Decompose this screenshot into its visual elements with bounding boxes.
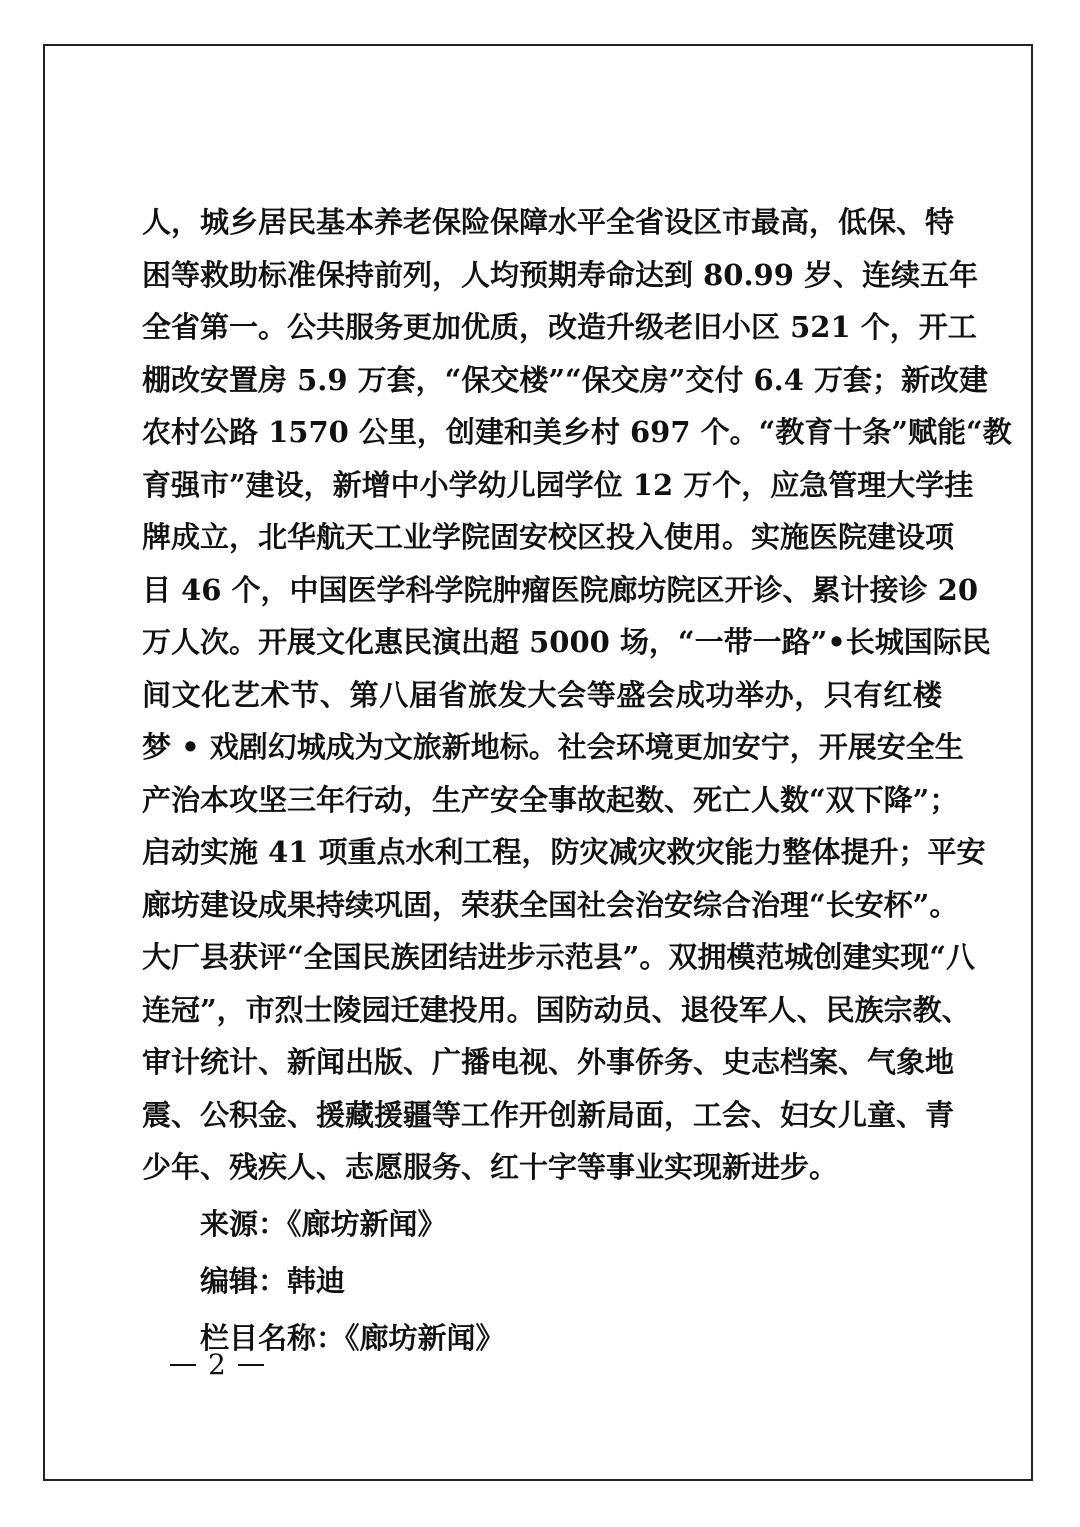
body-paragraph — [142, 196, 1012, 1194]
body-line: 大厂县获评“全国民族团结进步示范县”。双拥模范城创建实现“八 — [142, 940, 976, 974]
editor-credit: 编辑：韩迪 — [200, 1264, 346, 1298]
page-number — [170, 1348, 264, 1381]
column-credit: 栏目名称：《廊坊新闻》 — [200, 1321, 505, 1355]
page-number-value: 2 — [208, 1348, 226, 1381]
body-line: 农村公路 1570 公里，创建和美乡村 697 个。“教育十条”赋能“教 — [142, 415, 1012, 449]
page-number-dash-right — [238, 1364, 264, 1366]
body-line: 梦 • 戏剧幻城成为文旅新地标。社会环境更加安宁，开展安全生 — [142, 730, 964, 764]
body-line: 间文化艺术节、第八届省旅发大会等盛会成功举办，只有红楼 — [142, 677, 942, 712]
body-line: 目 46 个，中国医学科学院肿瘤医院廊坊院区开诊、累计接诊 20 — [142, 572, 979, 607]
body-line: 启动实施 41 项重点水利工程，防灾减灾救灾能力整体提升；平安 — [142, 835, 986, 869]
body-line: 连冠”，市烈士陵园迁建投用。国防动员、退役军人、民族宗教、 — [142, 992, 971, 1027]
body-line: 牌成立，北华航天工业学院固安校区投入使用。实施医院建设项 — [142, 520, 955, 554]
body-line: 全省第一。公共服务更加优质，改造升级老旧小区 521 个，开工 — [142, 310, 977, 344]
body-line: 廊坊建设成果持续巩固，荣获全国社会治安综合治理“长安杯”。 — [142, 887, 959, 922]
source-credit: 来源：《廊坊新闻》 — [200, 1207, 447, 1241]
body-line: 育强市”建设，新增中小学幼儿园学位 12 万个，应急管理大学挂 — [142, 467, 974, 502]
body-line: 产治本攻坚三年行动，生产安全事故起数、死亡人数“双下降”； — [142, 782, 959, 817]
body-line: 审计统计、新闻出版、广播电视、外事侨务、史志档案、气象地 — [142, 1045, 955, 1079]
credits-block — [200, 1196, 505, 1367]
body-line: 人，城乡居民基本养老保险保障水平全省设区市最高，低保、特 — [142, 205, 955, 239]
body-line: 万人次。开展文化惠民演出超 5000 场，“一带一路”•长城国际民 — [142, 625, 991, 659]
page-number-dash-left — [170, 1364, 196, 1366]
body-line: 棚改安置房 5.9 万套，“保交楼”“保交房”交付 6.4 万套；新改建 — [142, 362, 989, 397]
body-line: 震、公积金、援藏援疆等工作开创新局面，工会、妇女儿童、青 — [142, 1097, 955, 1132]
body-line: 困等救助标准保持前列，人均预期寿命达到 80.99 岁、连续五年 — [142, 257, 979, 292]
body-line: 少年、残疾人、志愿服务、红十字等事业实现新进步。 — [142, 1150, 839, 1184]
